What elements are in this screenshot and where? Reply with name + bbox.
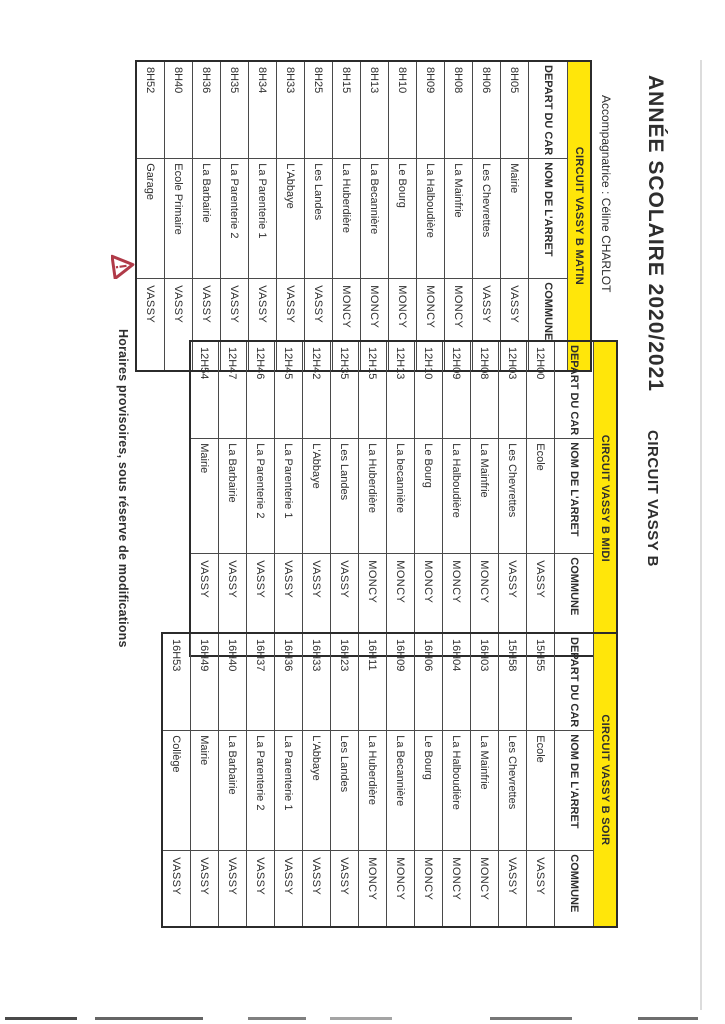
scan-edge-artifact [330, 1017, 392, 1020]
cell-depart: 16H33 [303, 633, 331, 731]
cell-commune: VASSY [305, 279, 333, 371]
schedule-table-soir [161, 632, 618, 928]
cell-commune: VASSY [247, 554, 275, 656]
scan-edge-artifact [490, 1017, 572, 1020]
cell-commune: MONCY [417, 279, 445, 371]
table-title: CIRCUIT VASSY B SOIR [594, 633, 618, 927]
cell-arret: Ecole Primaire [165, 159, 193, 279]
cell-commune: VASSY [501, 279, 529, 371]
column-header: COMMUNE [555, 554, 594, 656]
cell-commune: VASSY [499, 851, 527, 927]
cell-depart: 8H05 [501, 61, 529, 159]
cell-arret: La Mainfrie [471, 439, 499, 554]
cell-commune: VASSY [219, 554, 247, 656]
cell-depart: 8H13 [361, 61, 389, 159]
table-row [136, 61, 165, 371]
cell-arret: La Parenterie 1 [275, 731, 303, 851]
cell-commune: MONCY [445, 279, 473, 371]
circuit-title: CIRCUIT VASSY B [644, 430, 661, 567]
cell-commune: VASSY [527, 554, 555, 656]
cell-commune: VASSY [190, 554, 219, 656]
scan-edge-artifact [248, 1017, 306, 1020]
cell-arret: La Parenterie 2 [247, 731, 275, 851]
cell-depart: 12H00 [527, 341, 555, 439]
table-row [527, 341, 555, 656]
table-row [165, 61, 193, 371]
cell-commune: VASSY [275, 851, 303, 927]
cell-arret: La Barbairie [193, 159, 221, 279]
cell-commune: VASSY [303, 554, 331, 656]
table-row [303, 633, 331, 927]
cell-commune: VASSY [473, 279, 501, 371]
cell-depart: 8H09 [417, 61, 445, 159]
cell-depart: 12H46 [247, 341, 275, 439]
column-header: COMMUNE [555, 851, 594, 927]
table-title: CIRCUIT VASSY B MIDI [594, 341, 618, 656]
cell-arret: Mairie [190, 439, 219, 554]
cell-arret: La Huberdière [359, 731, 387, 851]
column-header: NOM DE L'ARRET [555, 439, 594, 554]
cell-arret: La Huberdière [333, 159, 361, 279]
cell-commune: VASSY [191, 851, 219, 927]
cell-depart: 12H15 [359, 341, 387, 439]
cell-depart: 8H34 [249, 61, 277, 159]
cell-depart: 12H10 [415, 341, 443, 439]
table-row [361, 61, 389, 371]
cell-commune: VASSY [221, 279, 249, 371]
cell-arret: Ecole [527, 439, 555, 554]
cell-arret: La Mainfrie [471, 731, 499, 851]
cell-commune: VASSY [331, 554, 359, 656]
cell-commune: VASSY [136, 279, 165, 371]
table-row [527, 633, 555, 927]
cell-arret: La Halboudière [443, 731, 471, 851]
cell-depart: 16H03 [471, 633, 499, 731]
cell-depart: 16H06 [415, 633, 443, 731]
cell-commune: MONCY [361, 279, 389, 371]
table-row [191, 633, 219, 927]
table-row [471, 633, 499, 927]
table-row [219, 341, 247, 656]
cell-arret: Garage [136, 159, 165, 279]
table-row [305, 61, 333, 371]
table-row [249, 61, 277, 371]
table-row [219, 633, 247, 927]
page-title: ANNÉE SCOLAIRE 2020/2021 [644, 75, 667, 392]
schedule-table-matin [135, 60, 592, 372]
cell-commune: VASSY [165, 279, 193, 371]
table-row [193, 61, 221, 371]
cell-arret: Les Landes [331, 439, 359, 554]
column-header: NOM DE L'ARRET [529, 159, 568, 279]
table-row [162, 633, 191, 927]
cell-arret: L'Abbaye [303, 731, 331, 851]
table-title: CIRCUIT VASSY B MATIN [568, 61, 592, 371]
cell-depart: 8H36 [193, 61, 221, 159]
cell-depart: 16H11 [359, 633, 387, 731]
cell-depart: 16H09 [387, 633, 415, 731]
column-header: COMMUNE [529, 279, 568, 371]
cell-arret: La Mainfrie [445, 159, 473, 279]
cell-commune: VASSY [303, 851, 331, 927]
cell-arret: La Halboudière [417, 159, 445, 279]
column-header: NOM DE L'ARRET [555, 731, 594, 851]
cell-depart: 15H58 [499, 633, 527, 731]
cell-depart: 8H25 [305, 61, 333, 159]
cell-arret: Mairie [191, 731, 219, 851]
cell-depart: 8H40 [165, 61, 193, 159]
table-row [221, 61, 249, 371]
cell-depart: 12H35 [331, 341, 359, 439]
table-row [445, 61, 473, 371]
cell-arret: La Halboudière [443, 439, 471, 554]
column-header: DEPART DU CAR [555, 633, 594, 731]
cell-commune: VASSY [193, 279, 221, 371]
table-row [331, 633, 359, 927]
cell-depart: 16H53 [162, 633, 191, 731]
timetable [161, 632, 618, 928]
table-row [417, 61, 445, 371]
warning-text: Horaires provisoires, sous réserve de modifications [116, 329, 130, 648]
cell-arret: L'Abbaye [277, 159, 305, 279]
cell-depart: 8H06 [473, 61, 501, 159]
cell-commune: MONCY [471, 554, 499, 656]
column-header: DEPART DU CAR [529, 61, 568, 159]
cell-depart: 12H54 [190, 341, 219, 439]
column-header: DEPART DU CAR [555, 341, 594, 439]
cell-depart: 16H23 [331, 633, 359, 731]
cell-commune: VASSY [162, 851, 191, 927]
cell-depart: 12H45 [275, 341, 303, 439]
cell-depart: 12H42 [303, 341, 331, 439]
cell-arret: La Becannière [387, 731, 415, 851]
cell-depart: 12H08 [471, 341, 499, 439]
scan-edge-artifact [95, 1017, 203, 1020]
table-row [415, 341, 443, 656]
schedule-table-midi [189, 340, 618, 657]
cell-commune: MONCY [415, 554, 443, 656]
table-row [277, 61, 305, 371]
cell-depart: 8H52 [136, 61, 165, 159]
cell-depart: 8H15 [333, 61, 361, 159]
cell-depart: 8H33 [277, 61, 305, 159]
cell-depart: 12H09 [443, 341, 471, 439]
cell-arret: Le Bourg [415, 439, 443, 554]
cell-arret: L'Abbaye [303, 439, 331, 554]
cell-arret: Le Bourg [389, 159, 417, 279]
cell-depart: 16H49 [191, 633, 219, 731]
cell-arret: La Parenterie 1 [275, 439, 303, 554]
table-row [275, 633, 303, 927]
table-row [443, 633, 471, 927]
accompanist-line: Accompagnatrice : Céline CHARLOT [599, 95, 613, 293]
cell-commune: MONCY [387, 851, 415, 927]
cell-commune: VASSY [499, 554, 527, 656]
table-row [501, 61, 529, 371]
cell-commune: VASSY [247, 851, 275, 927]
cell-depart: 12H03 [499, 341, 527, 439]
cell-commune: MONCY [443, 851, 471, 927]
cell-depart: 16H40 [219, 633, 247, 731]
cell-arret: La Huberdière [359, 439, 387, 554]
cell-depart: 12H47 [219, 341, 247, 439]
table-row [303, 341, 331, 656]
scan-edge-artifact [700, 60, 702, 1010]
cell-depart: 8H10 [389, 61, 417, 159]
table-row [275, 341, 303, 656]
cell-depart: 16H04 [443, 633, 471, 731]
table-row [190, 341, 219, 656]
cell-arret: Les Chevrettes [473, 159, 501, 279]
cell-commune: VASSY [219, 851, 247, 927]
table-row [359, 341, 387, 656]
cell-arret: Collège [162, 731, 191, 851]
cell-arret: Les Landes [331, 731, 359, 851]
cell-arret: La Parenterie 1 [249, 159, 277, 279]
table-row [387, 341, 415, 656]
table-row [389, 61, 417, 371]
table-row [387, 633, 415, 927]
table-row [471, 341, 499, 656]
cell-arret: La Barbairie [219, 731, 247, 851]
table-row [443, 341, 471, 656]
cell-arret: Mairie [501, 159, 529, 279]
table-row [247, 633, 275, 927]
table-row [247, 341, 275, 656]
cell-arret: Le Bourg [415, 731, 443, 851]
cell-commune: VASSY [331, 851, 359, 927]
cell-commune: MONCY [443, 554, 471, 656]
table-row [359, 633, 387, 927]
cell-commune: MONCY [359, 851, 387, 927]
scan-edge-artifact [5, 1017, 77, 1020]
cell-arret: Ecole [527, 731, 555, 851]
cell-commune: MONCY [359, 554, 387, 656]
cell-arret: Les Landes [305, 159, 333, 279]
cell-arret: La Parenterie 2 [247, 439, 275, 554]
scan-edge-artifact [638, 1017, 698, 1020]
table-row [499, 341, 527, 656]
table-row [415, 633, 443, 927]
cell-arret: La Becannière [361, 159, 389, 279]
cell-commune: VASSY [275, 554, 303, 656]
cell-commune: VASSY [249, 279, 277, 371]
cell-arret: La Parenterie 2 [221, 159, 249, 279]
cell-depart: 12H13 [387, 341, 415, 439]
table-row [499, 633, 527, 927]
timetable [135, 60, 592, 372]
table-row [473, 61, 501, 371]
cell-arret: Les Chevrettes [499, 731, 527, 851]
cell-commune: MONCY [471, 851, 499, 927]
cell-depart: 16H37 [247, 633, 275, 731]
cell-arret: Les Chevrettes [499, 439, 527, 554]
warning-triangle-icon [111, 253, 135, 279]
cell-arret: La Barbairie [219, 439, 247, 554]
cell-commune: MONCY [415, 851, 443, 927]
table-row [331, 341, 359, 656]
cell-depart: 8H35 [221, 61, 249, 159]
cell-commune: MONCY [333, 279, 361, 371]
cell-commune: VASSY [277, 279, 305, 371]
table-row [333, 61, 361, 371]
cell-depart: 16H36 [275, 633, 303, 731]
cell-commune: VASSY [527, 851, 555, 927]
timetable [189, 340, 618, 657]
cell-commune: MONCY [387, 554, 415, 656]
cell-depart: 15H55 [527, 633, 555, 731]
cell-arret: La becannière [387, 439, 415, 554]
cell-commune: MONCY [389, 279, 417, 371]
cell-depart: 8H08 [445, 61, 473, 159]
warning-note [111, 253, 135, 648]
